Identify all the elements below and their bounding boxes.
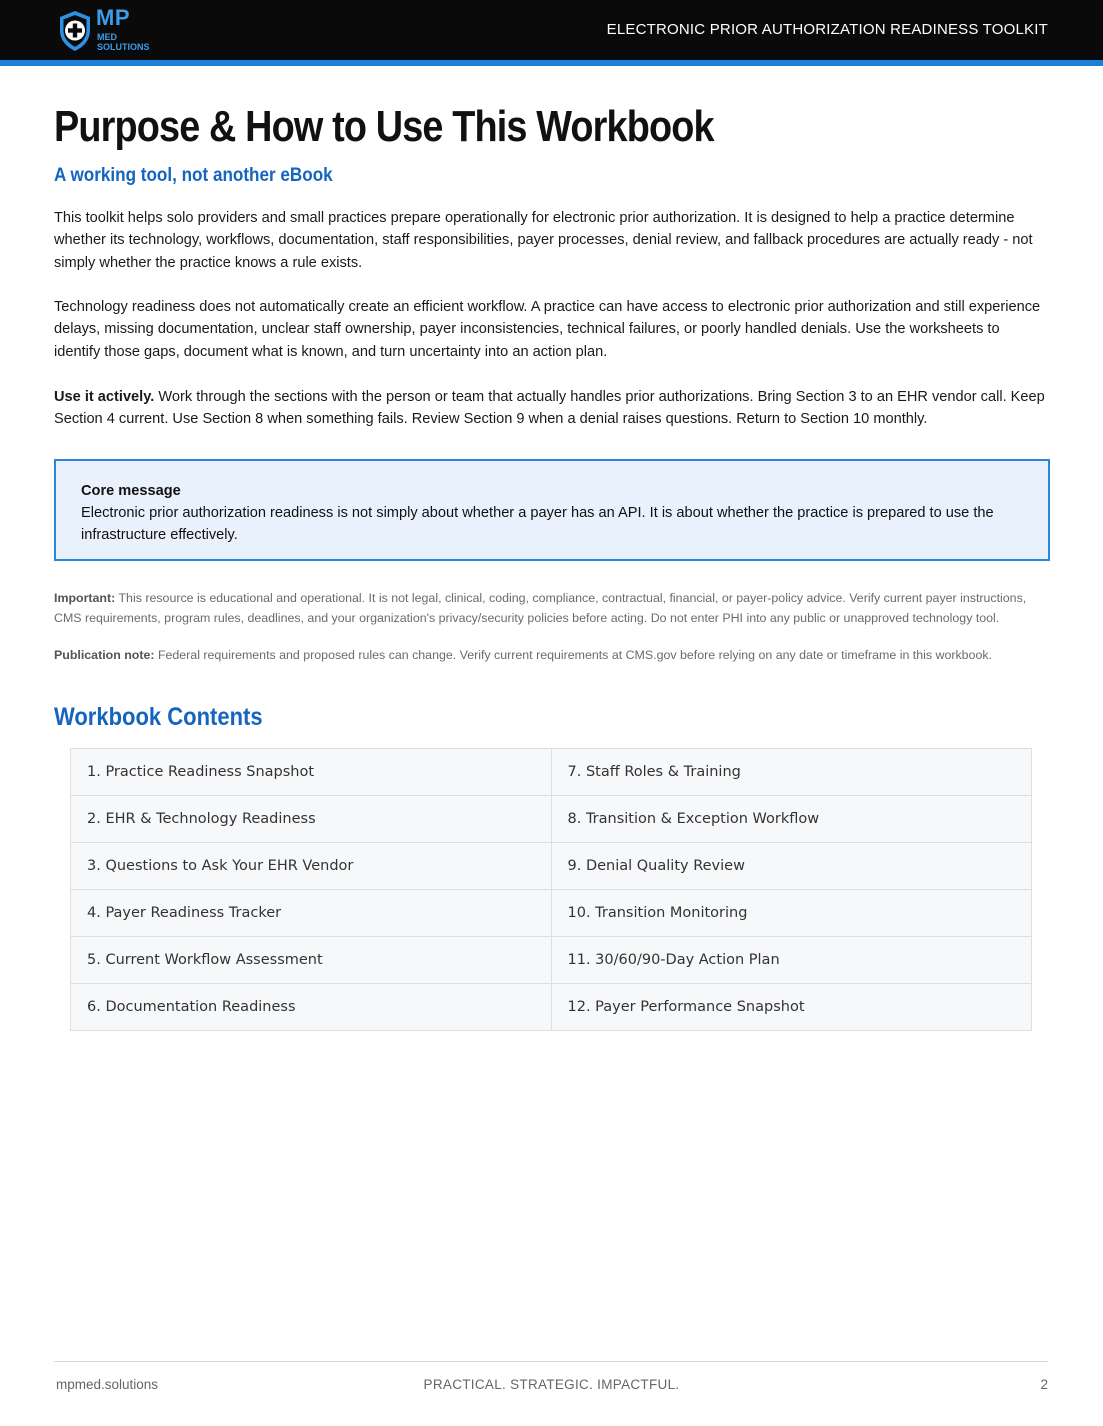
contents-item[interactable]: 1. Practice Readiness Snapshot: [71, 749, 552, 796]
core-message-text: Electronic prior authorization readiness is not simply about whether a payer has an API. It is about whether the practice is prepared to use the infrastructure effectively.: [81, 505, 994, 543]
table-row: [71, 796, 1032, 843]
core-message-box: [54, 459, 1050, 561]
contents-item[interactable]: 8. Transition & Exception Workflow: [551, 796, 1032, 843]
contents-item[interactable]: 12. Payer Performance Snapshot: [551, 984, 1032, 1031]
footer-divider: [54, 1361, 1048, 1362]
publication-label: Publication note:: [54, 648, 155, 662]
contents-table: [70, 748, 1032, 1031]
header-bar: [0, 0, 1103, 60]
contents-item[interactable]: 7. Staff Roles & Training: [551, 749, 1032, 796]
core-message-label: Core message: [81, 483, 181, 499]
logo-sub-line-2: SOLUTIONS: [97, 42, 150, 52]
header-accent-stripe: [0, 60, 1103, 66]
contents-item[interactable]: 11. 30/60/90-Day Action Plan: [551, 937, 1032, 984]
intro-paragraph: This toolkit helps solo providers and small practices prepare operationally for electronic prior authorization. It is designed to help a practice determine whether its technology, workflows, documentation, staff responsibilities, payer processes, denial review, and fallback procedures are actually ready - not simply whether the practice knows a rule exists.: [54, 210, 1033, 271]
publication-text: Federal requirements and proposed rules can change. Verify current requirements at CMS.gov before relying on any date or timeframe in this workbook.: [154, 648, 992, 662]
important-label: Important:: [54, 591, 116, 605]
contents-item[interactable]: 4. Payer Readiness Tracker: [71, 890, 552, 937]
contents-item[interactable]: 6. Documentation Readiness: [71, 984, 552, 1031]
contents-item[interactable]: 10. Transition Monitoring: [551, 890, 1032, 937]
table-row: [71, 890, 1032, 937]
page-subtitle: A working tool, not another eBook: [54, 165, 333, 186]
logo-subtext: [97, 32, 167, 52]
important-note: [54, 588, 1054, 628]
important-text: This resource is educational and operational. It is not legal, clinical, coding, compliance, contractual, financial, or payer-policy advice. Verify current payer instructions, CMS requirements, program rules, deadlines, and your organization's privacy/security policies before acting. Do not enter PHI into any public or unapproved technology tool.: [54, 591, 1027, 625]
toolkit-title: ELECTRONIC PRIOR AUTHORIZATION READINESS TOOLKIT: [606, 21, 1048, 38]
contents-item[interactable]: 5. Current Workflow Assessment: [71, 937, 552, 984]
readiness-paragraph: Technology readiness does not automatically create an efficient workflow. A practice can have access to electronic prior authorization and still experience delays, missing documentation, unclear staff ownership, payer inconsistencies, technical failures, or poorly handled denials. Use the worksheets to identify those gaps, document what is known, and turn uncertainty into an action plan.: [54, 299, 1041, 360]
table-row: [71, 749, 1032, 796]
footer-tagline: PRACTICAL. STRATEGIC. IMPACTFUL.: [423, 1377, 680, 1392]
logo-wordmark: MP: [96, 5, 130, 30]
table-row: [71, 937, 1032, 984]
usage-paragraph: [54, 386, 1049, 431]
contents-item[interactable]: 9. Denial Quality Review: [551, 843, 1032, 890]
usage-lead: Use it actively.: [54, 389, 155, 405]
page-number: 2: [1040, 1377, 1048, 1392]
contents-item[interactable]: 2. EHR & Technology Readiness: [71, 796, 552, 843]
contents-item[interactable]: 3. Questions to Ask Your EHR Vendor: [71, 843, 552, 890]
usage-text: Work through the sections with the person or team that actually handles prior authorizations. Bring Section 3 to an EHR vendor call. Keep Section 4 current. Use Section 8 when something fails. Review Section 9 when a denial raises questions. Return to Section 10 monthly.: [54, 389, 1045, 428]
table-row: [71, 843, 1032, 890]
page-title: Purpose & How to Use This Workbook: [54, 102, 714, 151]
footer-site[interactable]: mpmed.solutions: [56, 1377, 159, 1392]
logo-sub-line-1: MED: [97, 32, 117, 42]
contents-heading: Workbook Contents: [54, 703, 263, 731]
shield-cross-icon: [58, 10, 92, 52]
table-row: [71, 984, 1032, 1031]
publication-note: [54, 645, 1054, 665]
